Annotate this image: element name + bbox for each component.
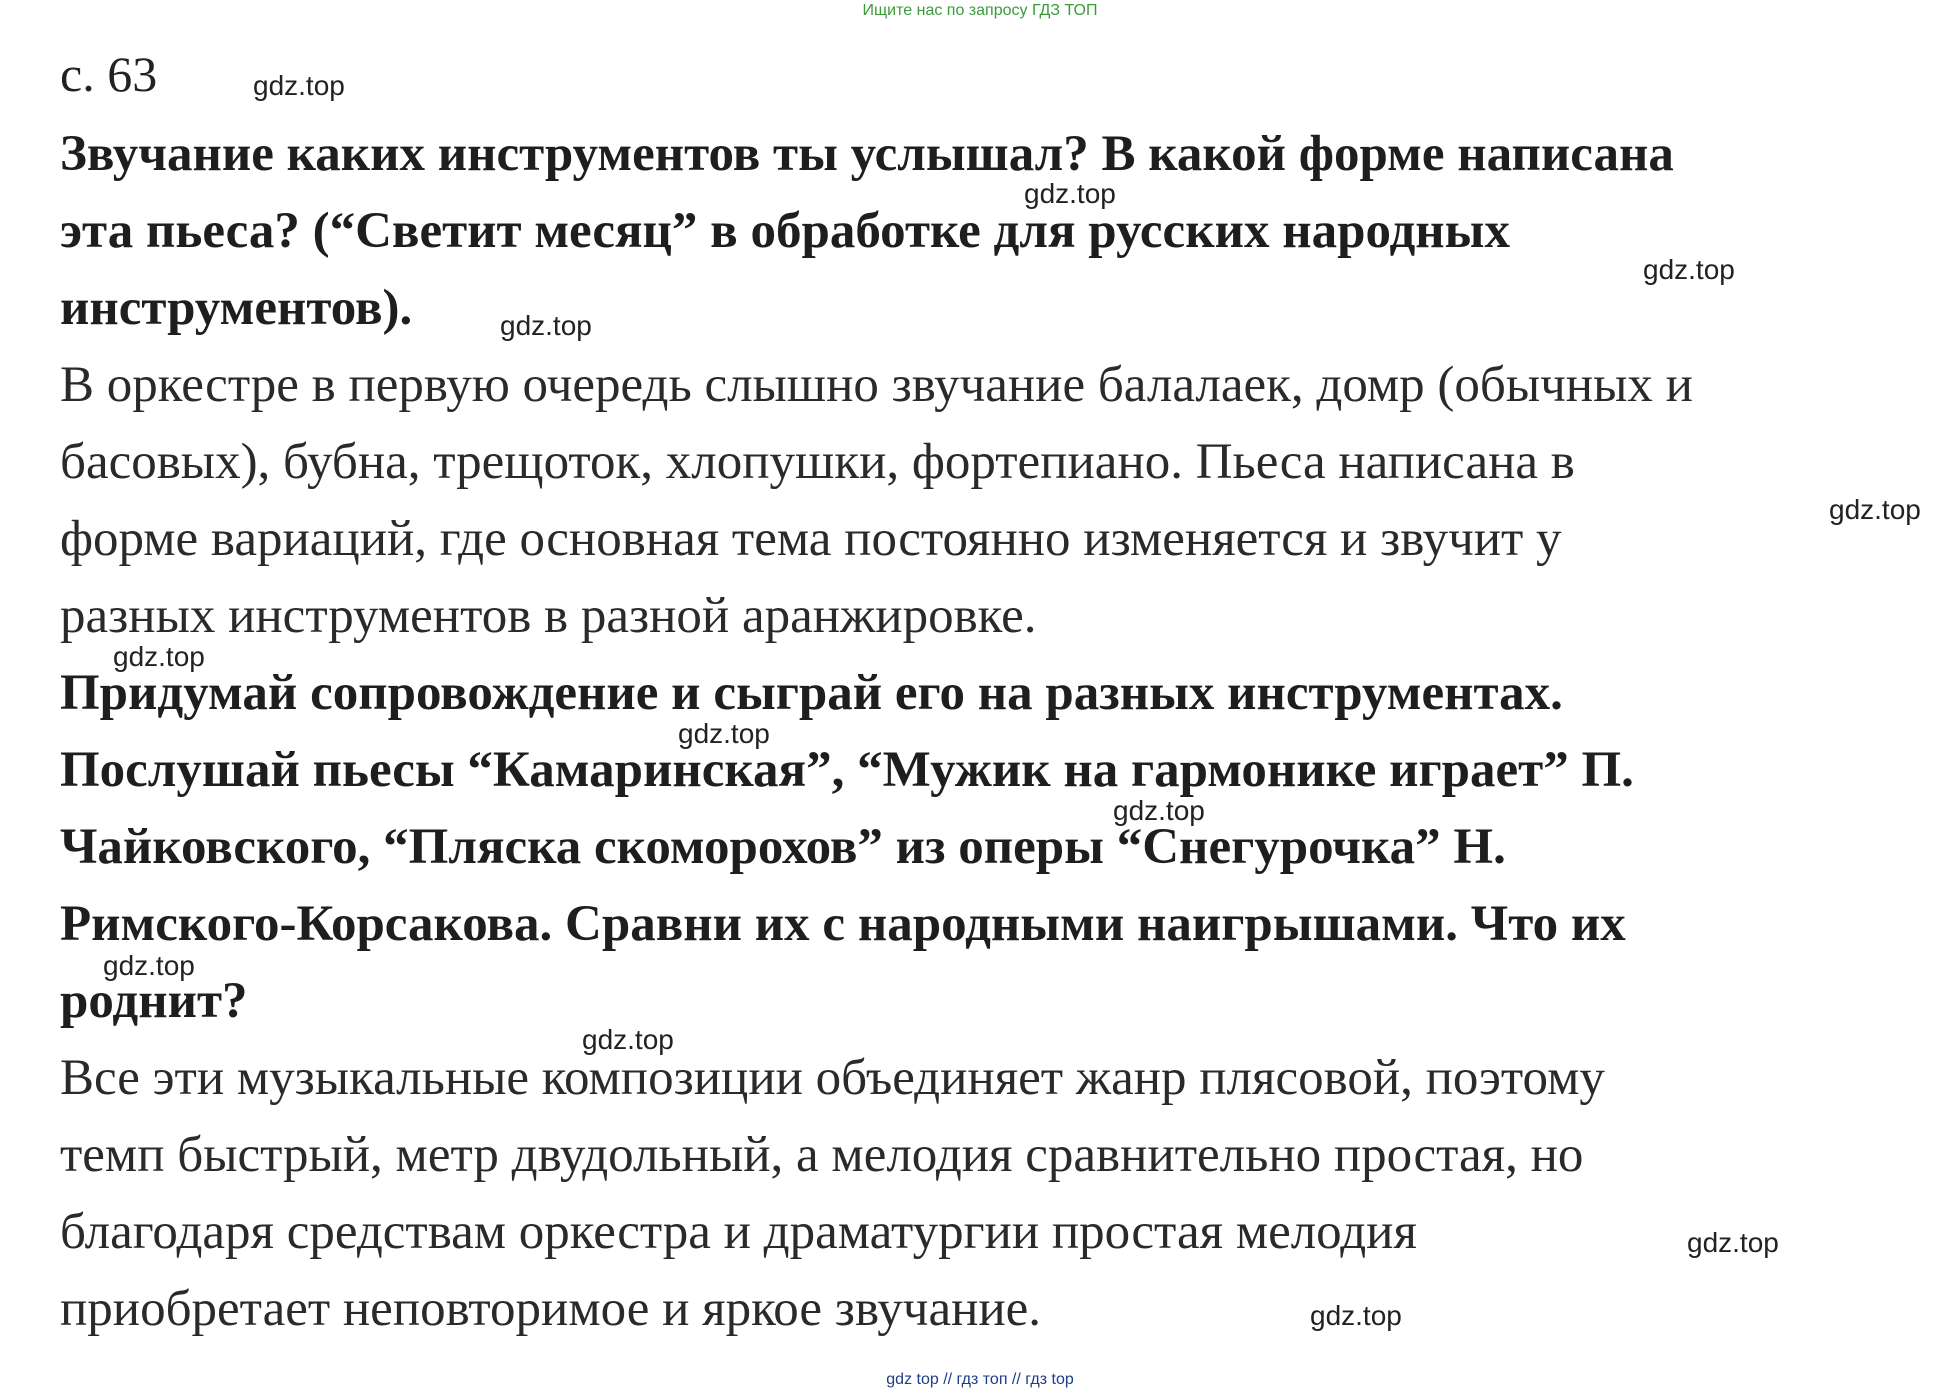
watermark-9: gdz.top <box>103 950 195 981</box>
page-number-label: с. 63 <box>60 46 158 102</box>
watermark-3: gdz.top <box>1643 254 1735 285</box>
answer-1-line-3: форме вариаций, где основная тема постоянно изменяется и звучит у <box>60 511 1562 567</box>
watermark-1: gdz.top <box>253 70 345 101</box>
question-2-line-2: Послушай пьесы “Камаринская”, “Мужик на гармонике играет” П. <box>60 742 1634 798</box>
watermark-7: gdz.top <box>678 718 770 749</box>
watermark-8: gdz.top <box>1113 795 1205 826</box>
watermark-10: gdz.top <box>582 1024 674 1055</box>
question-2-line-4: Римского-Корсакова. Сравни их с народными наигрышами. Что их <box>60 896 1626 952</box>
answer-1-line-4: разных инструментов в разной аранжировке. <box>60 588 1037 644</box>
answer-2-line-2: темп быстрый, метр двудольный, а мелодия сравнительно простая, но <box>60 1127 1584 1183</box>
question-2-line-5: роднит? <box>60 973 248 1029</box>
watermark-5: gdz.top <box>1829 494 1921 525</box>
answer-1-line-2: басовых), бубна, трещоток, хлопушки, фортепиано. Пьеса написана в <box>60 434 1575 490</box>
watermark-4: gdz.top <box>500 310 592 341</box>
watermark-11: gdz.top <box>1687 1227 1779 1258</box>
question-1-line-3: инструментов). <box>60 280 413 336</box>
question-2-line-3: Чайковского, “Пляска скоморохов” из оперы “Снегурочка” Н. <box>60 819 1506 875</box>
answer-2-line-3: благодаря средствам оркестра и драматургии простая мелодия <box>60 1204 1417 1260</box>
answer-1-line-1: В оркестре в первую очередь слышно звучание балалаек, домр (обычных и <box>60 357 1693 413</box>
watermark-2: gdz.top <box>1024 178 1116 209</box>
watermark-6: gdz.top <box>113 641 205 672</box>
answer-2-line-4: приобретает неповторимое и яркое звучание. <box>60 1281 1042 1337</box>
question-1-line-2: эта пьеса? (“Светит месяц” в обработке для русских народных <box>60 203 1510 259</box>
answer-2-line-1: Все эти музыкальные композиции объединяет жанр плясовой, поэтому <box>60 1050 1605 1106</box>
footer-links: gdz top // гдз топ // гдз top <box>886 1371 1074 1388</box>
watermark-12: gdz.top <box>1310 1300 1402 1331</box>
question-1-line-1: Звучание каких инструментов ты услышал? В какой форме написана <box>60 126 1674 182</box>
question-2-line-1: Придумай сопровождение и сыграй его на разных инструментах. <box>60 665 1563 721</box>
top-banner: Ищите нас по запросу ГДЗ ТОП <box>862 2 1098 19</box>
